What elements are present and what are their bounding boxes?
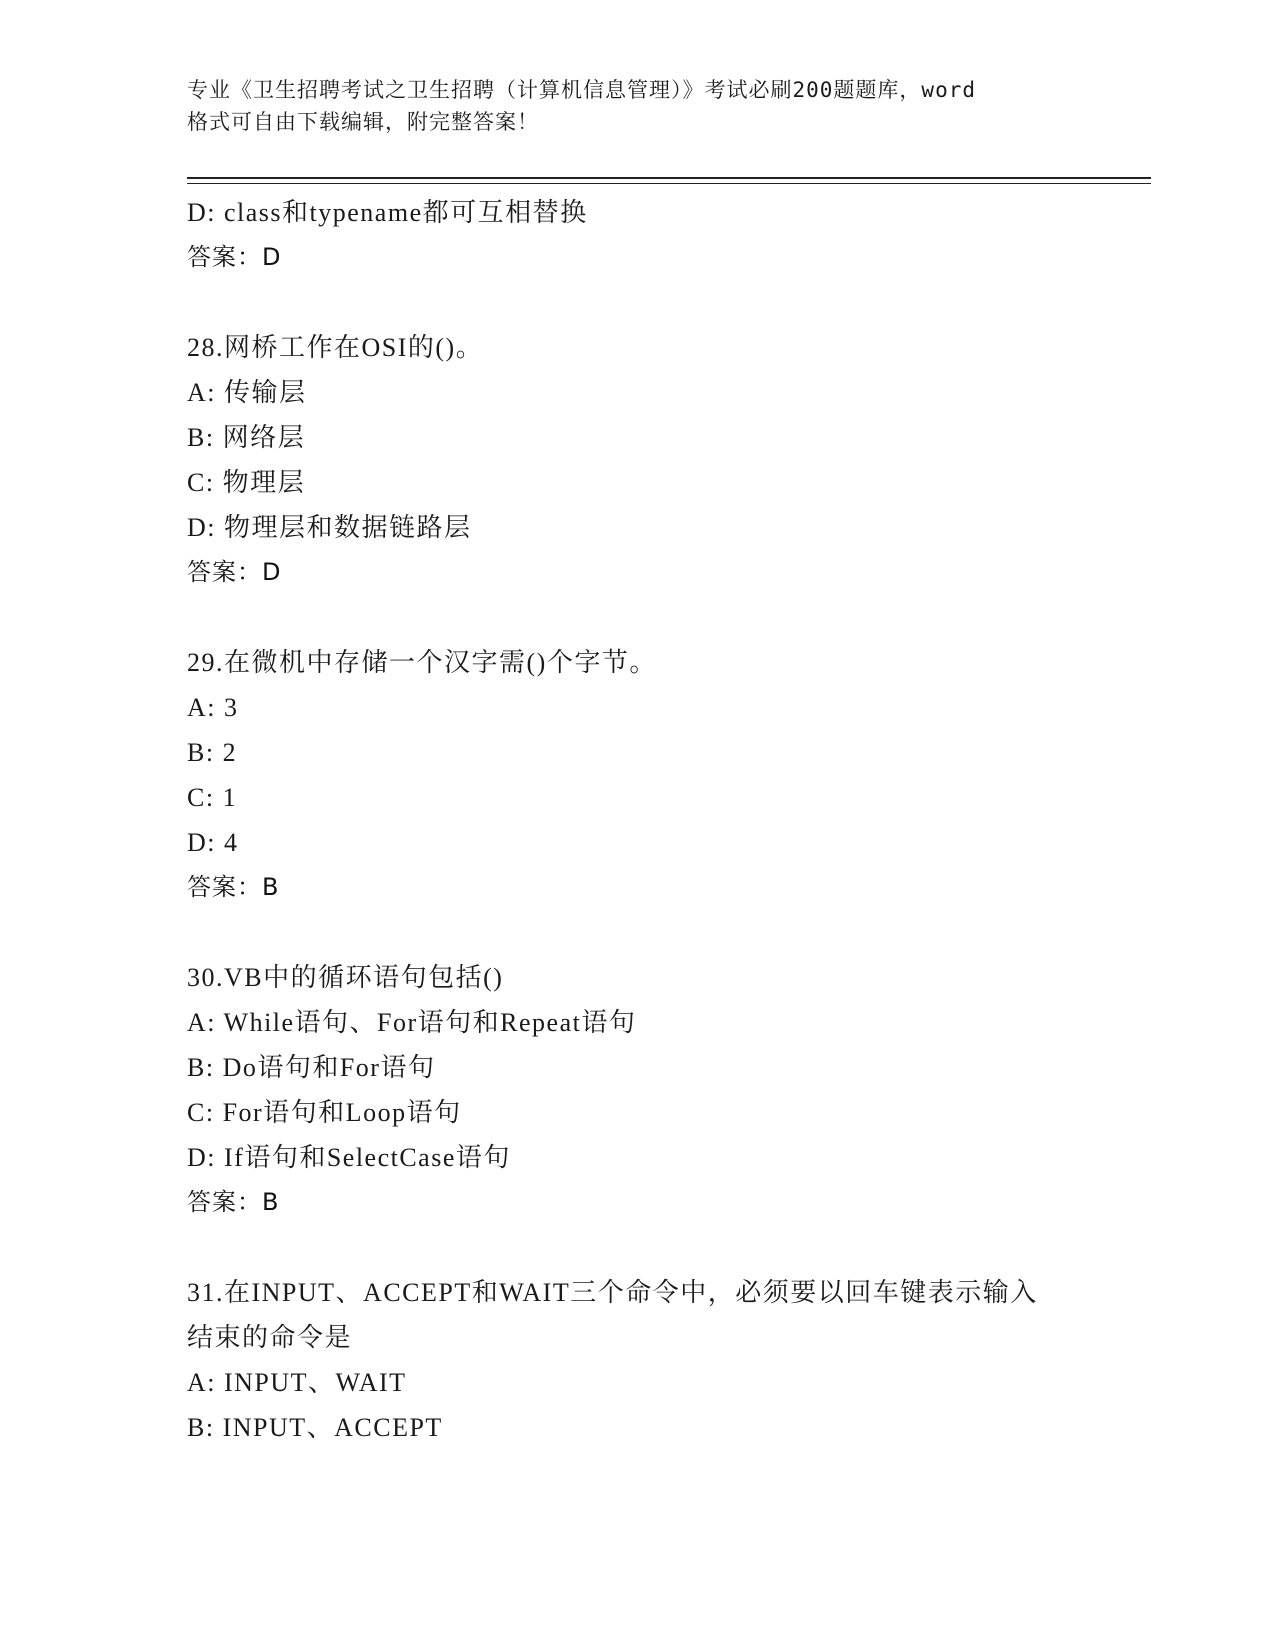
question-stem: 30.VB中的循环语句包括()	[187, 963, 504, 992]
option-c: C: For语句和Loop语句	[187, 1098, 462, 1127]
header-rule-thick	[187, 177, 1151, 179]
option-d: D: 4	[187, 828, 239, 857]
question-spacer	[187, 910, 1087, 955]
answer-line: 答案：B	[187, 1188, 280, 1216]
option-a: A: INPUT、WAIT	[187, 1368, 407, 1397]
question-list	[187, 190, 1087, 1450]
question-31	[187, 1270, 1087, 1450]
question-27	[187, 190, 1087, 280]
question-spacer	[187, 280, 1087, 325]
question-stem: 29.在微机中存储一个汉字需()个字节。	[187, 648, 657, 677]
option-d: D: 物理层和数据链路层	[187, 513, 472, 542]
answer-line: 答案：D	[187, 558, 282, 586]
option-d: D: class和typename都可互相替换	[187, 198, 588, 227]
option-b: B: 网络层	[187, 423, 306, 452]
document-title-line-1: 专业《卫生招聘考试之卫生招聘（计算机信息管理）》考试必刷200题题库，word	[187, 78, 976, 102]
option-c: C: 物理层	[187, 468, 306, 497]
option-b: B: 2	[187, 738, 238, 767]
document-title	[187, 74, 1087, 138]
question-28	[187, 325, 1087, 595]
header-rule-thin	[187, 183, 1151, 184]
question-stem-line-1: 31.在INPUT、ACCEPT和WAIT三个命令中，必须要以回车键表示输入	[187, 1278, 1038, 1307]
answer-line: 答案：D	[187, 243, 282, 271]
question-29	[187, 640, 1087, 910]
question-spacer	[187, 595, 1087, 640]
option-a: A: 传输层	[187, 378, 307, 407]
option-a: A: While语句、For语句和Repeat语句	[187, 1008, 637, 1037]
option-b: B: INPUT、ACCEPT	[187, 1413, 443, 1442]
answer-line: 答案：B	[187, 873, 280, 901]
option-a: A: 3	[187, 693, 239, 722]
question-stem-line-2: 结束的命令是	[187, 1323, 353, 1352]
question-spacer	[187, 1225, 1087, 1270]
question-stem: 28.网桥工作在OSI的()。	[187, 333, 484, 362]
document-title-line-2: 格式可自由下载编辑，附完整答案！	[187, 110, 539, 134]
option-c: C: 1	[187, 783, 238, 812]
option-d: D: If语句和SelectCase语句	[187, 1143, 511, 1172]
option-b: B: Do语句和For语句	[187, 1053, 436, 1082]
question-30	[187, 955, 1087, 1225]
